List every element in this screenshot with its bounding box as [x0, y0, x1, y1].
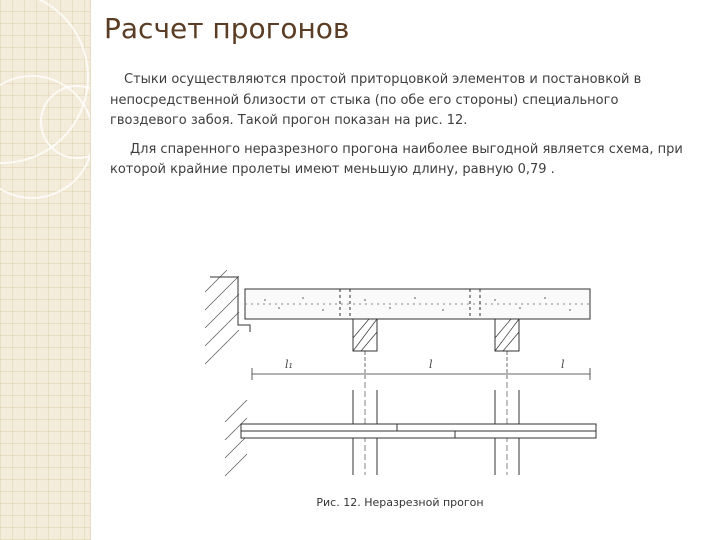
purlin-beam: [245, 289, 590, 319]
dim-label-l1: l₁: [285, 358, 293, 371]
left-wall-hatch: [205, 270, 239, 364]
slide-title: Расчет прогонов: [104, 12, 350, 45]
dim-label-l: l: [429, 358, 433, 371]
purlin-diagram: [205, 270, 605, 480]
dim-label-l: l: [561, 358, 565, 371]
support-left: [353, 319, 377, 351]
paragraph-continuous-purlin: Для спаренного неразрезного прогона наиболее выгодной является схема, при которой крайние пролеты имеют меньшую длину, равную 0,79 .: [110, 141, 683, 177]
support-right: [495, 319, 519, 351]
sidebar-divider: [90, 0, 91, 540]
paragraph-joints: Стыки осуществляются простой приторцовкой элементов и постановкой в непосредственной близости от стыка (по обе его стороны) специального гвоздевого забоя. Такой прогон показан на рис. 12.: [110, 72, 642, 128]
figure-caption: Рис. 12. Неразрезной прогон: [316, 496, 484, 509]
slide-body: [110, 70, 690, 189]
board-bottom: [241, 431, 596, 438]
decorative-sidebar: [0, 0, 90, 540]
board-top: [241, 424, 596, 431]
